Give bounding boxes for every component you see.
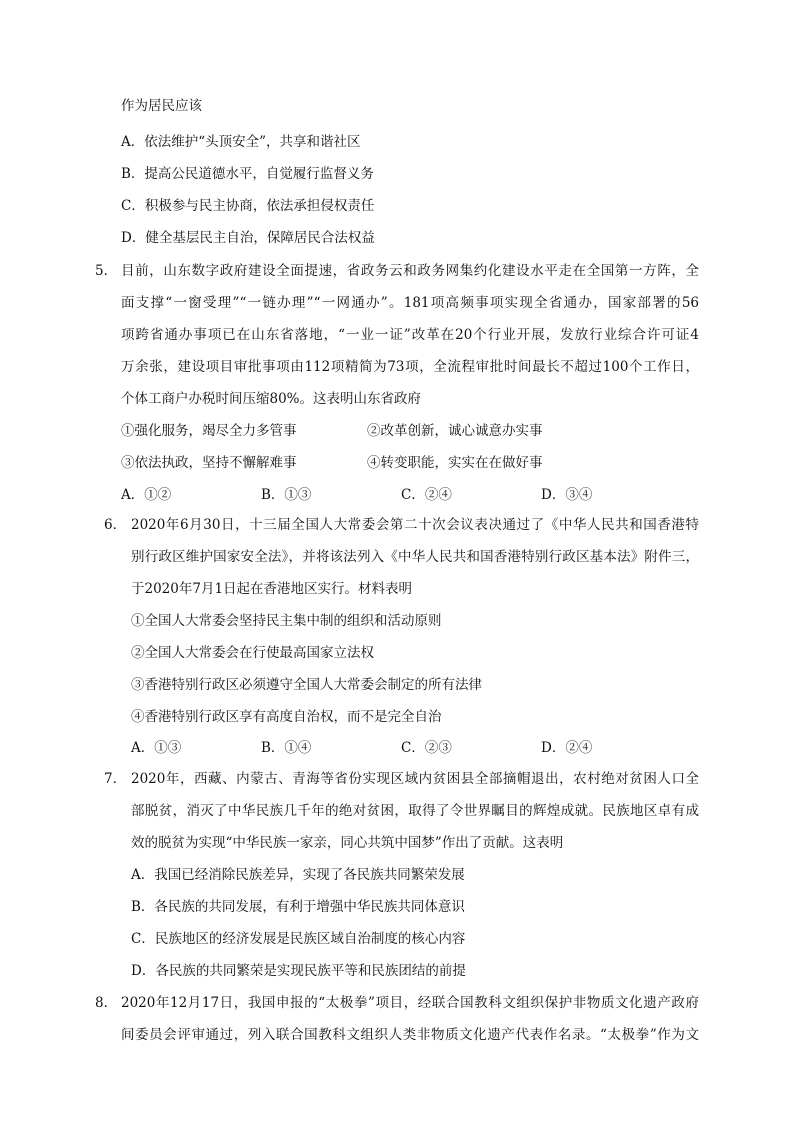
- q5-choice-c: C．②④: [401, 487, 452, 503]
- q7-option-d: D．各民族的共同繁荣是实现民族平等和民族团结的前提: [131, 963, 466, 979]
- q6-choice-d: D．②④: [541, 740, 593, 756]
- q7-stem-line-1: 2020年，西藏、内蒙古、青海等省份实现区域内贫困县全部摘帽退出，农村绝对贫困人口全: [131, 771, 699, 787]
- q6-choice-b: B．①④: [261, 740, 312, 756]
- q5-statement-2: ②改革创新，诚心诚意办实事: [367, 423, 543, 439]
- q5-statement-3: ③依法执政，坚持不懈解难事: [121, 455, 297, 471]
- q6-statement-3: ③香港特别行政区必须遵守全国人大常委会制定的所有法律: [131, 677, 482, 693]
- q8-number: 8．: [95, 995, 118, 1011]
- q6-statement-1: ①全国人大常委会坚持民主集中制的组织和活动原则: [131, 613, 442, 629]
- q8-stem-line-1: 2020年12月17日，我国申报的“太极拳”项目，经联合国教科文组织保护非物质文化遗产政府: [121, 995, 699, 1011]
- q5-statement-4: ④转变职能，实实在在做好事: [367, 455, 543, 471]
- q7-option-b: B．各民族的共同发展，有利于增强中华民族共同体意识: [131, 899, 465, 915]
- q5-choice-b: B．①③: [261, 487, 312, 503]
- q7-option-c: C．民族地区的经济发展是民族区域自治制度的核心内容: [131, 931, 466, 947]
- q4-option-a: A．依法维护“头顶安全”，共享和谐社区: [121, 134, 361, 150]
- q4-option-b: B．提高公民道德水平，自觉履行监督义务: [121, 166, 374, 182]
- q6-number: 6．: [104, 517, 127, 533]
- q5-stem-line-1: 目前，山东数字政府建设全面提速，省政务云和政务网集约化建设水平走在全国第一方阵，全: [121, 263, 699, 279]
- q7-stem-line-3: 效的脱贫为实现“中华民族一家亲，同心共筑中国梦”作出了贡献。这表明: [131, 835, 564, 851]
- q4-option-c: C．积极参与民主协商，依法承担侵权责任: [121, 198, 375, 214]
- q5-choice-a: A．①②: [121, 487, 172, 503]
- q5-stem-line-2: 面支撑“一窗受理”“一链办理”“一网通办”。181项高频事项实现全省通办，国家部署的56: [121, 295, 699, 311]
- q8-stem-line-2: 间委员会评审通过，列入联合国教科文组织人类非物质文化遗产代表作名录。“太极拳”作为文: [121, 1027, 699, 1043]
- q6-choice-c: C．②③: [401, 740, 452, 756]
- q7-option-a: A．我国已经消除民族差异，实现了各民族共同繁荣发展: [131, 867, 465, 883]
- q6-stem-line-2: 别行政区维护国家安全法》，并将该法列入《中华人民共和国香港特别行政区基本法》附件三，: [131, 549, 699, 565]
- q4-option-d: D．健全基层民主自治，保障居民合法权益: [121, 230, 375, 246]
- q5-choice-d: D．③④: [541, 487, 593, 503]
- q6-choice-a: A．①③: [131, 740, 182, 756]
- q6-stem-line-3: 于2020年7月1日起在香港地区实行。材料表明: [131, 581, 413, 597]
- q5-number: 5．: [95, 263, 118, 279]
- q6-statement-2: ②全国人大常委会在行使最高国家立法权: [131, 645, 374, 661]
- q4-stem-tail: 作为居民应该: [121, 98, 202, 114]
- q7-number: 7．: [104, 771, 127, 787]
- q6-stem-line-1: 2020年6月30日，十三届全国人大常委会第二十次会议表决通过了《中华人民共和国香港特: [131, 517, 699, 533]
- q5-stem-line-3: 项跨省通办事项已在山东省落地，“一业一证”改革在20个行业开展，发放行业综合许可证4: [121, 327, 699, 343]
- q5-stem-line-5: 个体工商户办税时间压缩80%。这表明山东省政府: [121, 391, 422, 407]
- q6-statement-4: ④香港特别行政区享有高度自治权，而不是完全自治: [131, 709, 442, 725]
- q5-statement-1: ①强化服务，竭尽全力多管事: [121, 423, 297, 439]
- q7-stem-line-2: 部脱贫，消灭了中华民族几千年的绝对贫困，取得了令世界瞩目的辉煌成就。民族地区卓有成: [131, 803, 699, 819]
- q5-stem-line-4: 万余张，建设项目审批事项由112项精简为73项，全流程审批时间最长不超过100个工作日，: [121, 359, 699, 375]
